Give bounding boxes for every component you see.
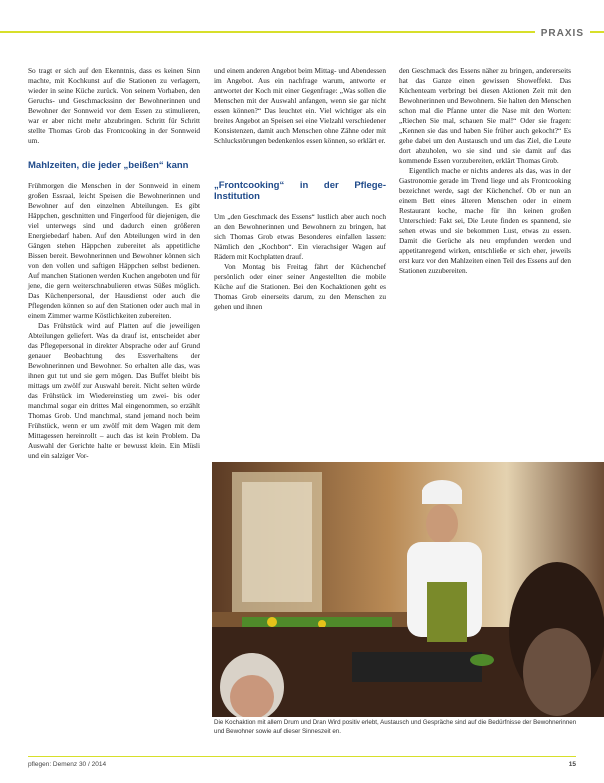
article-photo bbox=[212, 462, 604, 717]
column-3 bbox=[399, 66, 571, 276]
col2-paragraph-1: und einem anderen Angebot beim Mittag- und Abendessen im Angebot. Aus ein nachfrage warum, antworte er antwortet der Koch mit einer Gegenfrage: „Was sollen die Menschen mit der Auswahl anfangen, wenn sie gar nicht essen können?“ Das leuchtet ein. Viel wichtiger als ein breites Angebot an Speisen sei eine Vielzahl verschiedener Konsistenzen, damit auch Menschen ohne Zähne oder mit Schluckstörungen bedenkenlos essen können, so erklärt er. bbox=[214, 66, 386, 145]
col1-paragraph-1: So tragt er sich auf den Ekenntnis, dass es keinen Sinn machte, mit Kochkunst auf die Stationen zu verlagern, wieder in seine Küche zurück. Von seinem Vorhaben, den Geruchs- und Geschmackssinn der Bewohnerinnen und Bewohner der Sonnweid vor dem Essen zu stimulieren, war er aber nicht mehr abzubringen. Schritt für Schritt stellte Thomas Grob das Frontcooking in der Sonnweid um. bbox=[28, 66, 200, 145]
photo-caption: Die Kochaktion mit allem Drum und Dran Wird positiv erlebt, Austausch und Gespräche sind auf die Bedürfnisse der Bewohnerinnen und Bewohner sowie auf dieser Sinneszeit en. bbox=[214, 719, 577, 735]
column-1 bbox=[28, 66, 200, 461]
footer-rule bbox=[28, 756, 576, 757]
footer-publication: pflegen: Demenz 30 / 2014 bbox=[28, 761, 107, 768]
col1-heading: Mahlzeiten, die jeder „beißen“ kann bbox=[28, 160, 189, 171]
col3-paragraph-2: Eigentlich mache er nichts anderes als das, was in der Gastronomie gerade im Trend liege und als Frontcooking bezeichnet werde, sagt der Küchenchef. Ob er nun an einem Bett eines älteren Menschen oder in einem Restaurant koche, mache für ihn keinen großen Unterschied: Fakt sei, Die Leute finden es spannend, sie sehen etwas und sie bekommen Lust, etwas zu essen. Damit die Gerüche als neu empfunden werden und appetitanregend wirken, entschließe er sich eher, jeweils erst kurz vor den Mahlzeiten einen Teil des Essens auf den Stationen zuzubereiten. bbox=[399, 166, 571, 275]
photo-illustration bbox=[212, 462, 604, 717]
col2-paragraph-3: Von Montag bis Freitag fährt der Küchenchef persönlich oder einer seiner Angestellten die mobile Küche auf die Stationen. Bei den Kochaktionen geht es Thomas Grob einerseits darum, zu den Menschen zu gehen und ihnen bbox=[214, 262, 386, 311]
page-footer bbox=[28, 759, 576, 773]
col1-paragraph-2: Frühmorgen die Menschen in der Sonnweid in einem großen Essraal, leicht Speisen die Bewohnerinnen und Bewohner auf den einzelnen Abteilungen. Es gibt Häppchen, geschnitten und Fingerfood für diejenigen, die viel unterwegs sind und dadurch einen größeren Energiebedarf haben. Auf den Abteilungen wird in den Gängen stehen Häppchen zubereitet als appetitliche Bissen bereit. Bewohnerinnen und Bewohner können sich von den vollen und saftigen Häppchen selbst bedienen. Auf manchen Stationen werden Kuchen angeboten und für jene, die gern weiterschnabulieren etwas Süßes möglich. Das Küchenpersonal, der Hausdienst oder auch die Pflegenden können so auf den Stationen oder auch mal in einem Zimmer warme Köstlichkeiten zubereiten. bbox=[28, 181, 200, 320]
col2-paragraph-2: Um „den Geschmack des Essens“ lustlich aber auch noch an den Bewohnerinnen und Bewohnern zu bringen, hat sich Thomas Grob etwas Besonderes einfallen lassen: Nämlich den „Kochbon“. Ein vierachsiger Wagen auf Rädern mit Kochplatten drauf. bbox=[214, 212, 386, 261]
col3-paragraph-1: den Geschmack des Essens näher zu bringen, andererseits hat das Ganze einen gewissen Showeffekt. Das Küchenteam verbringt bei diesen Aktionen Zeit mit den Bewohnerinnen und Bewohnern. Sie halten den Menschen schon mal die Pfanne unter die Nase mit den Worten: „Riechen Sie mal, schauen Sie mal!“ Oder sie fragen: „Kennen sie das und haben Sie früher auch gekocht?“ Es gehe dabei um den Austausch und um das Ziel, die Leute dort abzuholen, wo sie sind und sie damit auf das kommende Essen vorzubereiten, erklärt Thomas Grob. bbox=[399, 66, 571, 165]
column-2 bbox=[214, 66, 386, 312]
header-bar bbox=[0, 0, 604, 22]
col1-paragraph-3: Das Frühstück wird auf Platten auf die jeweiligen Abteilungen geliefert. Was da drauf ist, entscheidet aber das Pflegepersonal in direkter Absprache oder auf Grund genauer Beobachtung des Essverhaltens der Bewohnerinnen und Bewohner. So erhalten alle das, was ihnen gut tut und sie gern mögen. Das Buffet bleibt bis mittags um zwölf zur Auswahl bereit. Nicht selten würde das Frühstück im Wiedereinstieg um zwei- bis oder manchmal sogar ein drittes Mal eingenommen, so erzählt Thomas Grob. Und manchmal, stand jemand noch beim Frühstück, wenn er um zwölf mit dem Wagen mit dem Mittagessen hereinrollt – auch das ist kein Problem. Da Auswahl der Gerichte halte er bewusst klein. Ein Müsli und ein salziger Vor- bbox=[28, 321, 200, 460]
header-rule bbox=[0, 31, 604, 33]
col2-heading: „Frontcooking“ in der Pflege-Institution bbox=[214, 180, 386, 202]
page-number: 15 bbox=[568, 761, 576, 768]
section-tag: PRAXIS bbox=[535, 28, 590, 39]
